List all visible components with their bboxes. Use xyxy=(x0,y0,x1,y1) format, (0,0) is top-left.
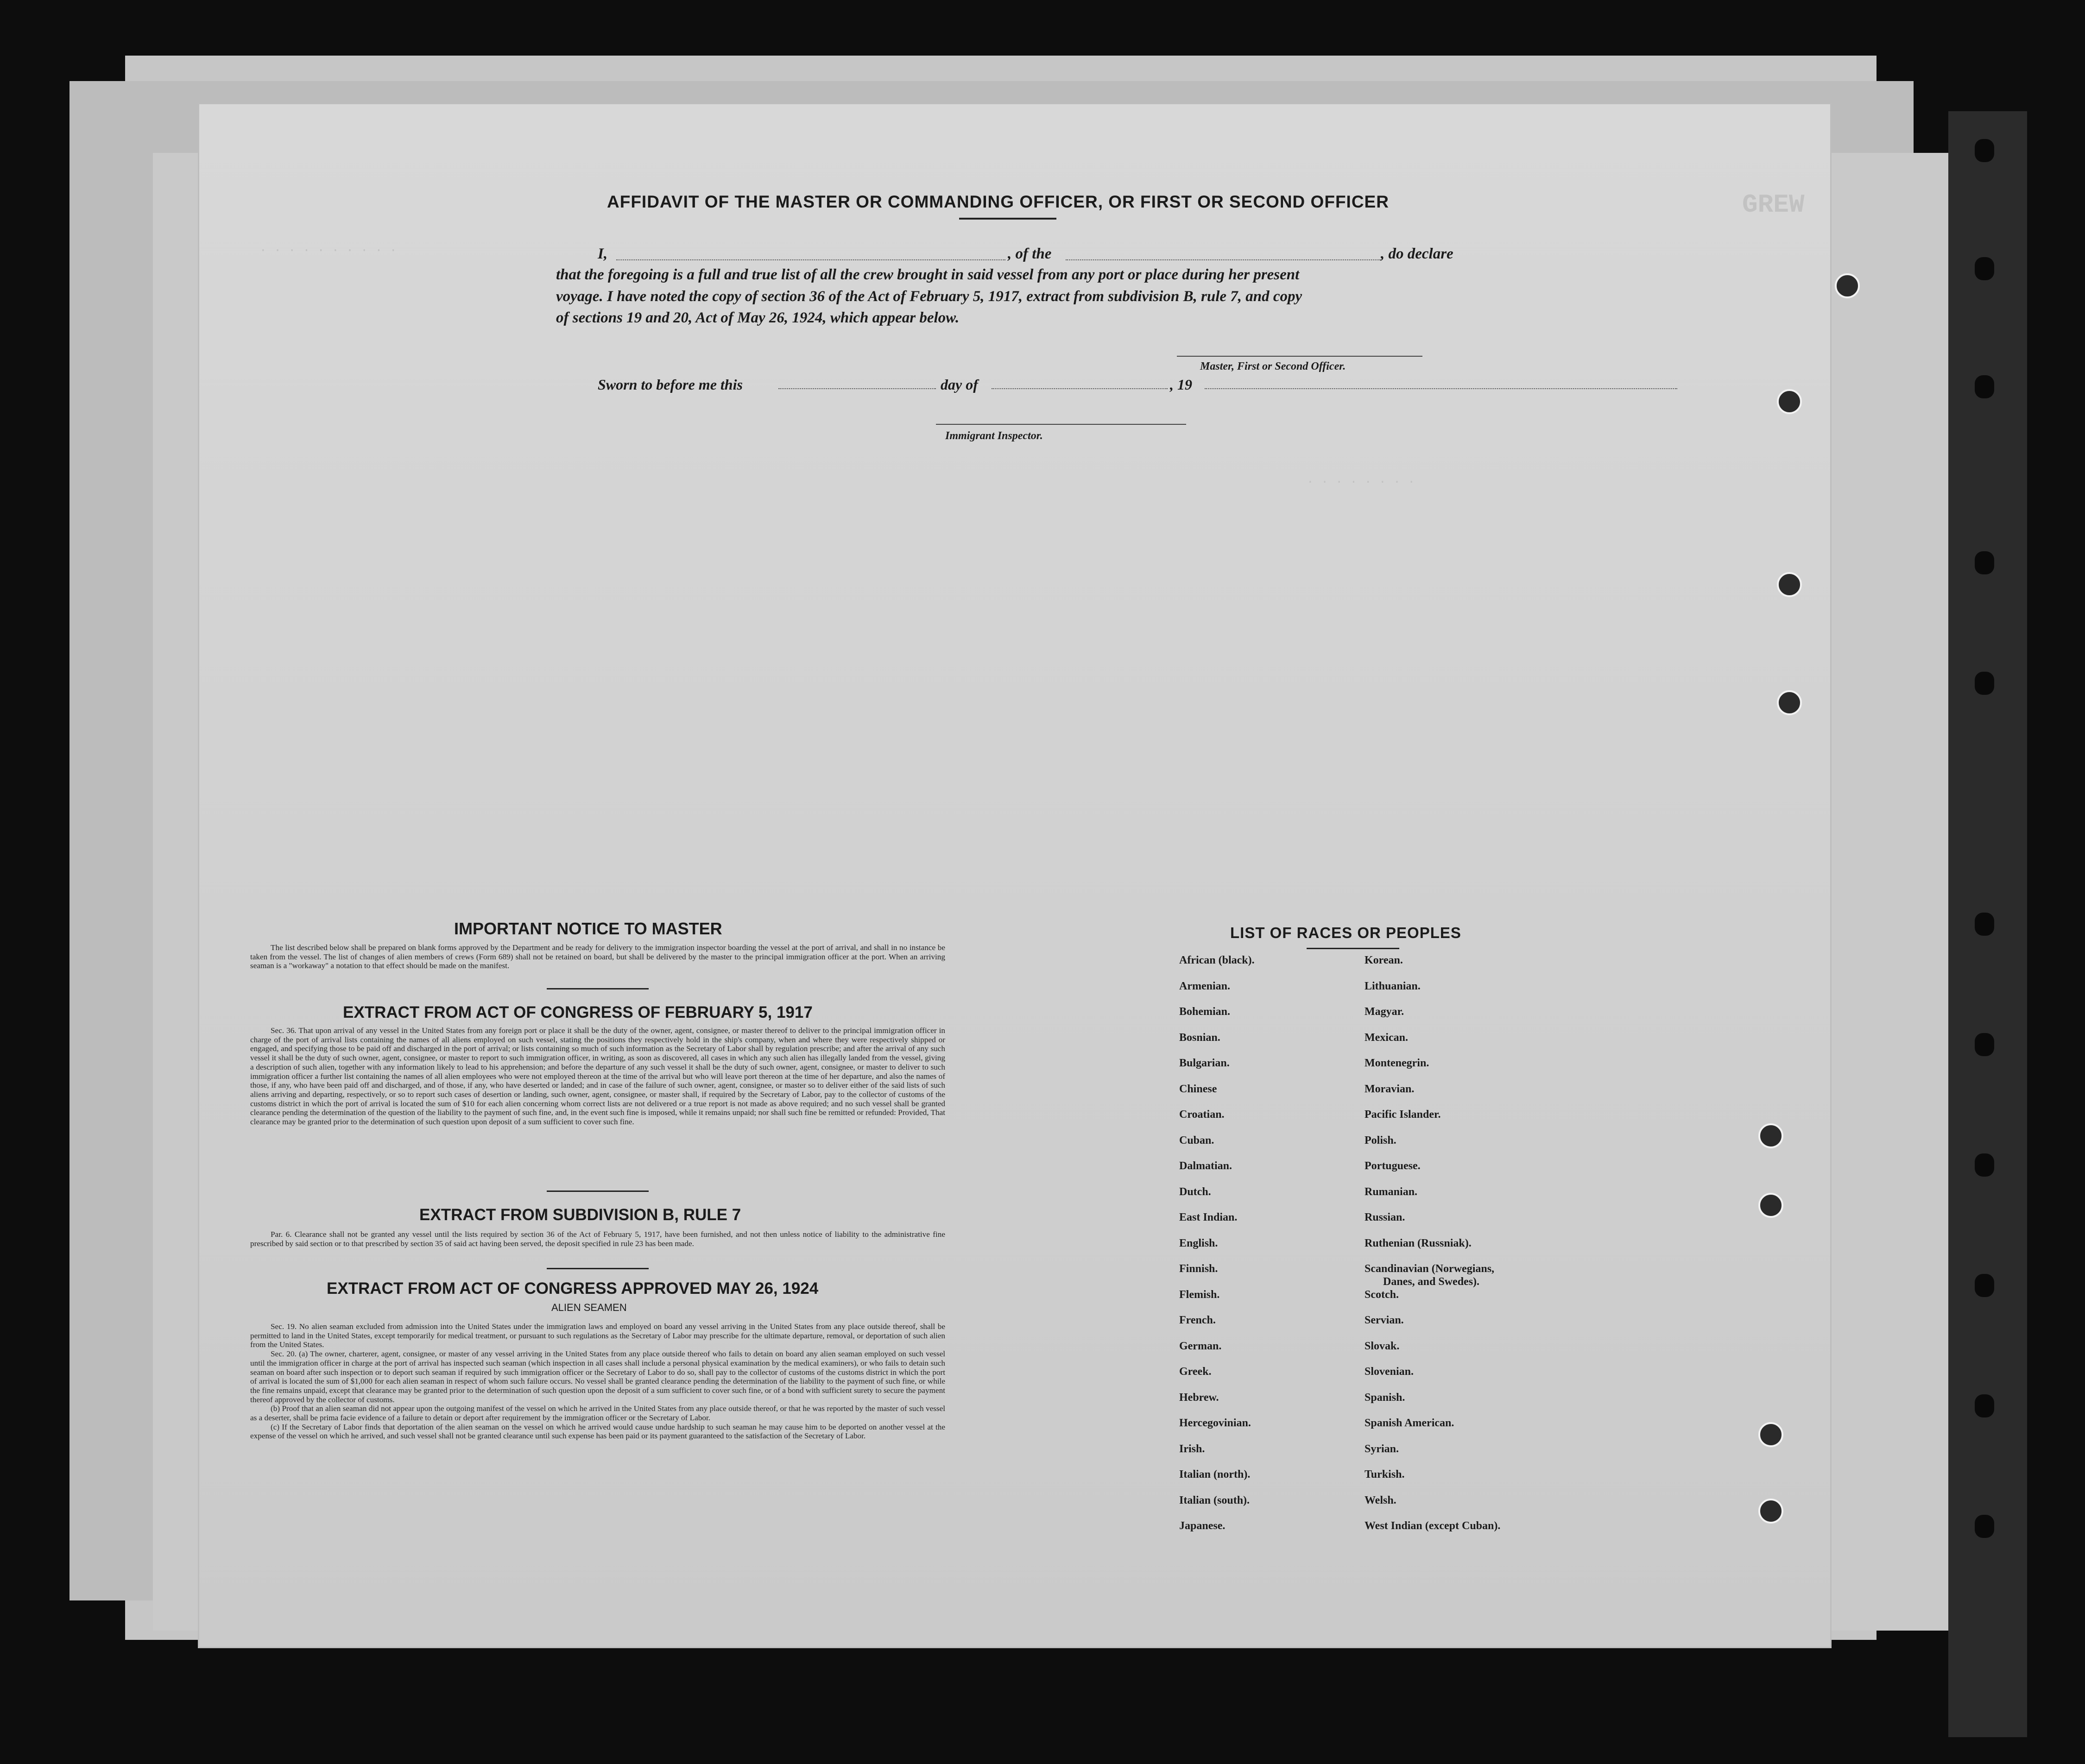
race-item: Scotch. xyxy=(1365,1288,1399,1301)
race-item: Rumanian. xyxy=(1365,1185,1418,1198)
sworn-day-field[interactable] xyxy=(778,388,936,389)
bleed-through-text: . . . . . . . . xyxy=(1307,472,1415,486)
section-20c-paragraph: (c) If the Secretary of Labor finds that deportation of the alien seaman on the vessel on which he arrived would cause undue hardship to such seaman he may cause him to be deported on another vessel at the expense of the vessel on which he arrived, and such vessel shall not be granted clearance until such expense has been paid or its payment guaranteed to the satisfaction of the Secretary of Labor. xyxy=(250,1422,945,1441)
race-item: Slovak. xyxy=(1365,1340,1400,1352)
races-underline xyxy=(1307,948,1399,949)
affidavit-line-2: that the foregoing is a full and true list of all the crew brought in said vessel from any port or place during her present xyxy=(556,266,1300,283)
race-item: Italian (south). xyxy=(1179,1494,1250,1506)
race-item: Moravian. xyxy=(1365,1083,1415,1095)
race-item: Flemish. xyxy=(1179,1288,1220,1301)
section-36-paragraph: Sec. 36. That upon arrival of any vessel in the United States from any foreign port or place it shall be the duty of the owner, agent, consignee, or master thereof to deliver to the principal immigration officer in charge of the port of arrival lists containing the names of all aliens employed on such vessel, stating the positions they respectively hold in the ship's company, when and where they were respectively shipped or engaged, and specifying those to be paid off and discharged in the port of arrival; or lists containing so much of such information as the Secretary of Labor shall by regulation prescribe; and after the arrival of any such vessel it shall be the duty of such owner, agent, consignee, or master to report to such immigration officer, in writing, as soon as discovered, all cases in which any such alien has illegally landed from the vessel, giving a description of such alien, together with any information likely to lead to his apprehension; and before the departure of any such vessel it shall be the duty of such owner, agent, consignee, or master to deliver to such immigration officer a further list containing the names of all alien employees who were not employed thereon at the time of the arrival but who will leave port thereon at the time of her departure, and also the names of those, if any, who have been paid off and discharged, and of those, if any, who have deserted or landed; and in case of the failure of such owner, agent, consignee, or master so to deliver either of the said lists of such aliens arriving and departing, respectively, or so to report such cases of desertion or landing, such owner, agent, consignee, or master shall, if required by the Secretary of Labor, pay to the collector of customs of the customs district in which the port of arrival is located the sum of $10 for each alien concerning whom correct lists are not delivered or a true report is not made as above required; and no such vessel shall be granted clearance pending the determination of the question of the liability to the payment of such fine, and, in the event such fine is imposed, while it remains unpaid; nor shall such fine be remitted or refunded: Provided, That clearance may be granted prior to the determination of such question upon deposit of a sum sufficient to cover such fine. xyxy=(250,1026,945,1127)
race-item: Dutch. xyxy=(1179,1185,1211,1198)
race-item: Spanish. xyxy=(1365,1391,1405,1404)
race-item: Dalmatian. xyxy=(1179,1160,1232,1172)
punch-hole xyxy=(1758,1193,1783,1218)
extract-1924-title: EXTRACT FROM ACT OF CONGRESS APPROVED MAY 26, 1924 xyxy=(327,1279,819,1298)
punch-hole xyxy=(1777,572,1802,597)
race-item: Russian. xyxy=(1365,1211,1405,1223)
notice-paragraph: The list described below shall be prepared on blank forms approved by the Department and be ready for delivery to the immigration inspector boarding the vessel at the port of arrival, and shall in no instance be taken from the vessel. The list of changes of alien members of crews (Form 689) shall not be retained on board, but shall be delivered by the master to the principal immigration officer at the port. When an arriving seaman is a "workaway" a notation to that effect should be made on the manifest. xyxy=(250,943,945,970)
day-of-label: day of xyxy=(941,376,978,393)
subdivision-title: EXTRACT FROM SUBDIVISION B, RULE 7 xyxy=(419,1206,741,1224)
film-hole xyxy=(1975,257,1994,280)
film-hole xyxy=(1975,551,1994,574)
punch-hole xyxy=(1835,273,1860,298)
film-hole xyxy=(1975,139,1994,162)
film-hole xyxy=(1975,1153,1994,1177)
punch-hole xyxy=(1758,1422,1783,1447)
race-item: Hebrew. xyxy=(1179,1391,1219,1404)
race-item: Mexican. xyxy=(1365,1031,1408,1044)
inspector-signature-line[interactable] xyxy=(936,424,1186,425)
race-item: Danes, and Swedes). xyxy=(1383,1276,1480,1288)
extract-1924-subtitle: ALIEN SEAMEN xyxy=(551,1302,627,1313)
punch-hole xyxy=(1777,690,1802,715)
vessel-field[interactable] xyxy=(1066,259,1381,260)
race-item: West Indian (except Cuban). xyxy=(1365,1520,1501,1532)
race-item: Magyar. xyxy=(1365,1006,1404,1018)
race-item: Armenian. xyxy=(1179,980,1230,992)
races-title: LIST OF RACES OR PEOPLES xyxy=(1230,924,1461,941)
race-item: Cuban. xyxy=(1179,1134,1214,1147)
race-item: Ruthenian (Russniak). xyxy=(1365,1237,1472,1249)
race-item: Welsh. xyxy=(1365,1494,1396,1506)
race-item: English. xyxy=(1179,1237,1218,1249)
race-item: Korean. xyxy=(1365,954,1403,966)
race-item: Finnish. xyxy=(1179,1263,1218,1275)
film-hole xyxy=(1975,1394,1994,1418)
affidavit-do-declare: , do declare xyxy=(1381,246,1453,262)
race-item: French. xyxy=(1179,1314,1216,1326)
race-item: Greek. xyxy=(1179,1366,1212,1378)
race-item: Syrian. xyxy=(1365,1443,1399,1455)
master-signature-line[interactable] xyxy=(1177,356,1422,357)
punch-hole xyxy=(1758,1123,1783,1148)
race-item: Japanese. xyxy=(1179,1520,1226,1532)
affidavit-of-the: , of the xyxy=(1008,246,1052,262)
film-hole xyxy=(1975,1274,1994,1297)
subdivision-body xyxy=(250,1230,945,1248)
race-item: Montenegrin. xyxy=(1365,1057,1429,1069)
bleed-through-text: . . . . . . . . . . xyxy=(259,241,397,255)
race-item: Irish. xyxy=(1179,1443,1205,1455)
extract-1917-body xyxy=(250,1026,945,1127)
divider xyxy=(547,1268,649,1269)
title-underline xyxy=(959,218,1056,220)
punch-hole xyxy=(1777,389,1802,414)
affidavit-i: I, xyxy=(598,246,608,262)
race-item: Croatian. xyxy=(1179,1109,1225,1121)
punch-hole xyxy=(1758,1499,1783,1524)
race-item: Bulgarian. xyxy=(1179,1057,1230,1069)
affidavit-line-4: of sections 19 and 20, Act of May 26, 1924, which appear below. xyxy=(556,309,960,326)
race-item: Scandinavian (Norwegians, xyxy=(1365,1263,1495,1275)
race-item: Servian. xyxy=(1365,1314,1404,1326)
year-label: , 19 xyxy=(1170,376,1192,393)
race-item: Slovenian. xyxy=(1365,1366,1414,1378)
race-item: Bohemian. xyxy=(1179,1006,1231,1018)
paragraph-6: Par. 6. Clearance shall not be granted any vessel until the lists required by section 36 of the Act of February 5, 1917, have been furnished, and not then unless notice of liability to the administrative fine prescribed by said section or to that prescribed by section 35 of said act having been served, the deposit specified in rule 23 has been made. xyxy=(250,1230,945,1248)
film-hole xyxy=(1975,672,1994,695)
section-20a-paragraph: Sec. 20. (a) The owner, charterer, agent, consignee, or master of any vessel arriving in the United States from any place outside thereof who fails to detain on board any alien seaman employed on such vessel until the immigration officer in charge at the port of arrival has inspected such seaman (which inspection in all cases shall include a personal physical examination by the medical examiners), or who fails to detain such seaman on board after such inspection or to deport such seaman if required by such immigration officer or the Secretary of Labor to do so, shall pay to the collector of customs of the customs district in which the port of arrival is located the sum of $1,000 for each alien seaman in respect of whom such failure occurs. No vessel shall be granted clearance pending the determination of the liability to the payment of such fine, or while the fine remains unpaid, except that clearance may be granted prior to the determination of such question upon the deposit of a sum sufficient to cover such fine, or of a bond with sufficient surety to secure the payment thereof approved by the collector of customs. xyxy=(250,1349,945,1404)
inspector-caption: Immigrant Inspector. xyxy=(945,430,1043,442)
race-item: Chinese xyxy=(1179,1083,1217,1095)
film-hole xyxy=(1975,913,1994,936)
name-field[interactable] xyxy=(616,259,1005,260)
sworn-label: Sworn to before me this xyxy=(598,376,743,393)
race-item: Turkish. xyxy=(1365,1468,1405,1480)
extract-1917-title: EXTRACT FROM ACT OF CONGRESS OF FEBRUARY 5, 1917 xyxy=(343,1003,813,1021)
affidavit-title: AFFIDAVIT OF THE MASTER OR COMMANDING OFFICER, OR FIRST OR SECOND OFFICER xyxy=(607,192,1389,211)
bleed-through-text: GREW xyxy=(1742,190,1805,220)
film-hole xyxy=(1975,1033,1994,1056)
race-item: African (black). xyxy=(1179,954,1255,966)
race-item: East Indian. xyxy=(1179,1211,1238,1223)
film-hole xyxy=(1975,1515,1994,1538)
section-19-paragraph: Sec. 19. No alien seaman excluded from admission into the United States under the immigration laws and employed on board any vessel arriving in the United States from any place outside thereof, shall be permitted to land in the United States, except temporarily for medical treatment, or pursuant to such regulations as the Secretary of Labor may prescribe for the ultimate departure, removal, or deportation of such alien from the United States. xyxy=(250,1322,945,1349)
affidavit-line-3: voyage. I have noted the copy of section 36 of the Act of February 5, 1917, extract from subdivision B, rule 7, and copy xyxy=(556,288,1302,305)
extract-1924-body xyxy=(250,1322,945,1441)
sworn-month-field[interactable] xyxy=(992,388,1168,389)
race-item: Lithuanian. xyxy=(1365,980,1421,992)
section-20b-paragraph: (b) Proof that an alien seaman did not appear upon the outgoing manifest of the vessel on which he arrived in the United States from any place outside thereof, or that he was reported by the master of such vessel as a deserter, shall be prima facie evidence of a failure to detain or deport after requirement by the immigration officer or the Secretary of Labor. xyxy=(250,1404,945,1423)
film-hole xyxy=(1975,375,1994,398)
master-caption: Master, First or Second Officer. xyxy=(1200,360,1346,372)
race-item: Polish. xyxy=(1365,1134,1396,1147)
divider xyxy=(547,988,649,989)
race-item: Hercegovinian. xyxy=(1179,1417,1251,1429)
divider xyxy=(547,1191,649,1192)
race-item: Pacific Islander. xyxy=(1365,1109,1441,1121)
race-item: German. xyxy=(1179,1340,1222,1352)
notice-body xyxy=(250,943,945,970)
race-item: Italian (north). xyxy=(1179,1468,1251,1480)
race-item: Portuguese. xyxy=(1365,1160,1421,1172)
race-item: Bosnian. xyxy=(1179,1031,1220,1044)
race-item: Spanish American. xyxy=(1365,1417,1454,1429)
sworn-year-field[interactable] xyxy=(1205,388,1677,389)
notice-title: IMPORTANT NOTICE TO MASTER xyxy=(454,919,722,938)
